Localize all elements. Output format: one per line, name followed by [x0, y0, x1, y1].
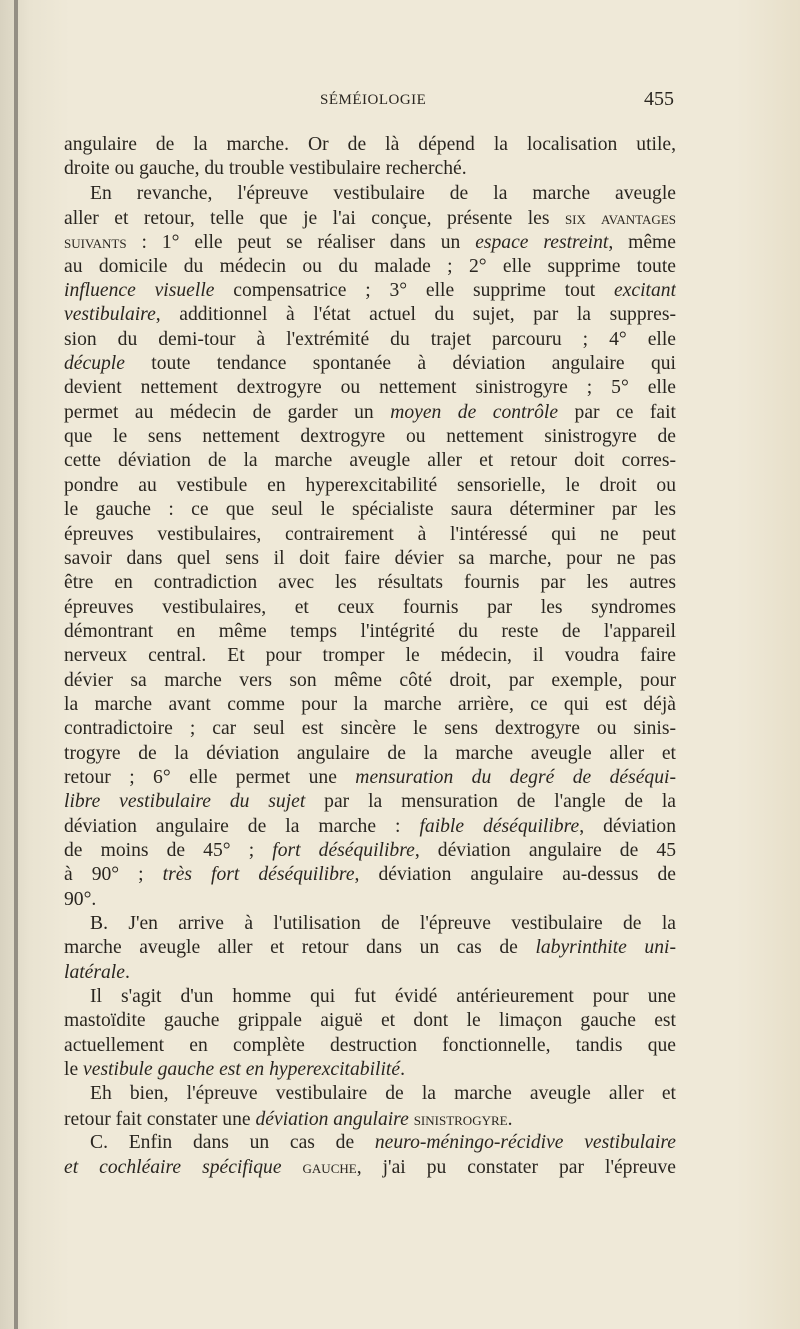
italic-text: moyen de contrôle: [390, 401, 559, 423]
text-line: [64, 449, 676, 473]
italic-text: latérale: [64, 961, 125, 983]
small-caps-text: gauche: [302, 1157, 357, 1178]
text-line: [64, 693, 676, 717]
italic-text: faible déséquilibre: [419, 815, 580, 837]
text-segment: .: [400, 1059, 405, 1081]
text-segment: mastoïdite gauche grippale aiguë et dont le limaçon gauche est: [64, 1010, 676, 1032]
text-line: [64, 985, 676, 1009]
text-segment: , j'ai pu constater par l'épreuve: [356, 1157, 676, 1179]
text-line: [64, 742, 676, 766]
text-line: [64, 1107, 676, 1131]
text-segment: dévier sa marche vers son même côté droit, par exemple, pour: [64, 669, 676, 691]
text-line: [64, 206, 676, 230]
italic-text: excitant: [614, 280, 676, 302]
text-line: [64, 474, 676, 498]
text-line: [64, 571, 676, 595]
text-segment: par la mensuration de l'angle de la: [305, 791, 676, 813]
italic-text: vestibulaire: [64, 304, 156, 326]
text-segment: 90°.: [64, 888, 97, 910]
italic-text: espace restreint: [475, 232, 609, 254]
text-segment: permet au médecin de garder un: [64, 401, 391, 423]
text-line: [64, 1082, 676, 1106]
text-segment: sion du demi-tour à l'extrémité du trajet parcouru ; 4° elle: [64, 328, 676, 350]
page-number: 455: [644, 88, 674, 110]
text-line: [64, 157, 676, 181]
text-segment: , même: [608, 232, 676, 254]
text-segment: être en contradiction avec les résultats fournis par les autres: [64, 572, 676, 594]
text-segment: démontrant en même temps l'intégrité du reste de l'appareil: [64, 620, 676, 642]
text-line: [64, 425, 676, 449]
text-segment: .: [507, 1108, 513, 1130]
text-segment: Il s'agit d'un homme qui fut évidé antérieurement pour une: [90, 986, 676, 1008]
running-head: SÉMÉIOLOGIE: [320, 92, 427, 108]
text-segment: de moins de 45° ;: [64, 839, 273, 861]
text-line: [64, 620, 676, 644]
text-line: [64, 596, 676, 620]
text-segment: En revanche, l'épreuve vestibulaire de la marche aveugle: [90, 182, 676, 204]
text-segment: épreuves vestibulaires, et ceux fournis par les syndromes: [64, 596, 676, 618]
text-line: [64, 1034, 676, 1058]
text-segment: , déviation angulaire de 45: [414, 839, 676, 861]
text-line: [64, 498, 676, 522]
text-line: [64, 766, 676, 790]
text-segment: , déviation angulaire au-dessus de: [354, 864, 676, 886]
text-line: [64, 547, 676, 571]
text-segment: pondre au vestibule en hyperexcitabilité sensorielle, le droit ou: [64, 474, 676, 496]
text-segment: , additionnel à l'état actuel du sujet, par la suppres-: [155, 304, 676, 326]
italic-text: décuple: [64, 353, 125, 375]
small-caps-text: suivants: [64, 232, 127, 253]
text-line: [64, 669, 676, 693]
text-line: [64, 401, 676, 425]
italic-text: influence visuelle: [64, 280, 215, 302]
text-segment: .: [124, 961, 130, 983]
small-caps-text: six avantages: [564, 208, 676, 229]
text-segment: retour fait constater une: [64, 1108, 256, 1130]
italic-text: très fort déséquilibre: [162, 864, 355, 886]
text-line: [64, 863, 676, 887]
text-line: [64, 1155, 676, 1179]
italic-text: labyrinthite uni-: [535, 937, 676, 959]
text-line: [64, 912, 676, 936]
text-line: [64, 352, 676, 376]
italic-text: mensuration du degré de déséqui-: [355, 766, 676, 788]
text-segment: par ce fait: [558, 401, 676, 423]
page-body-text: [64, 133, 676, 1180]
text-line: [64, 717, 676, 741]
text-segment: retour ; 6° elle permet une: [64, 766, 356, 788]
italic-text: libre vestibulaire du sujet: [64, 791, 306, 813]
text-segment: toute tendance spontanée à déviation angulaire qui: [124, 353, 676, 375]
text-segment: actuellement en complète destruction fonctionnelle, tandis que: [64, 1034, 676, 1056]
text-segment: compensatrice ; 3° elle supprime tout: [214, 280, 614, 302]
text-line: [64, 182, 676, 206]
text-line: [64, 815, 676, 839]
italic-text: fort déséquilibre: [272, 839, 415, 861]
text-segment: nerveux central. Et pour tromper le médecin, il voudra faire: [64, 645, 676, 667]
text-segment: angulaire de la marche. Or de là dépend la localisation utile,: [64, 134, 676, 155]
text-segment: épreuves vestibulaires, contrairement à l'intéressé qui ne peut: [64, 523, 676, 545]
text-line: [64, 1058, 676, 1082]
text-line: [64, 279, 676, 303]
text-segment: Eh bien, l'épreuve vestibulaire de la marche aveugle aller et: [90, 1083, 676, 1105]
text-segment: marche aveugle aller et retour dans un cas de: [64, 937, 536, 959]
text-line: [64, 328, 676, 352]
text-segment: le: [64, 1059, 84, 1081]
text-segment: devient nettement dextrogyre ou nettement sinistrogyre ; 5° elle: [64, 377, 676, 399]
text-line: [64, 839, 676, 863]
page-binding-shadow: [14, 0, 18, 1329]
text-segment: droite ou gauche, du trouble vestibulaire recherché.: [64, 158, 467, 180]
text-segment: aller et retour, telle que je l'ai conçue, présente les: [64, 208, 565, 230]
text-segment: C. Enfin dans un cas de: [90, 1132, 375, 1154]
text-segment: déviation angulaire de la marche :: [64, 815, 420, 837]
text-line: [64, 133, 676, 157]
text-segment: B. J'en arrive à l'utilisation de l'épreuve vestibulaire de la: [90, 913, 676, 934]
text-line: [64, 376, 676, 400]
text-segment: cette déviation de la marche aveugle aller et retour doit corres-: [64, 450, 676, 472]
text-segment: que le sens nettement dextrogyre ou nettement sinistrogyre de: [64, 426, 676, 448]
text-line: [64, 790, 676, 814]
text-line: [64, 1131, 676, 1155]
italic-text: vestibule gauche est en hyperexcitabilité: [83, 1059, 401, 1081]
text-line: [64, 644, 676, 668]
small-caps-text: sinistrogyre: [413, 1108, 508, 1129]
text-line: [64, 1009, 676, 1033]
italic-text: et cochléaire spécifique: [64, 1157, 282, 1179]
text-line: [64, 303, 676, 327]
text-line: [64, 961, 676, 985]
text-segment: trogyre de la déviation angulaire de la marche aveugle aller et: [64, 742, 676, 764]
text-segment: la marche avant comme pour la marche arrière, ce qui est déjà: [64, 693, 676, 715]
text-segment: au domicile du médecin ou du malade ; 2° elle supprime toute: [64, 255, 676, 277]
page-header: [64, 88, 674, 118]
text-line: [64, 936, 676, 960]
text-line: [64, 255, 676, 279]
text-segment: , déviation: [579, 815, 676, 837]
italic-text: neuro-méningo-récidive vestibulaire: [374, 1132, 676, 1154]
text-segment: contradictoire ; car seul est sincère le sens dextrogyre ou sinis-: [64, 718, 676, 740]
italic-text: déviation angulaire: [255, 1108, 409, 1130]
text-segment: savoir dans quel sens il doit faire dévier sa marche, pour ne pas: [64, 547, 676, 569]
text-line: [64, 888, 676, 912]
text-segment: : 1° elle peut se réaliser dans un: [126, 232, 476, 254]
text-line: [64, 523, 676, 547]
text-segment: le gauche : ce que seul le spécialiste saura déterminer par les: [64, 499, 676, 521]
text-segment: à 90° ;: [64, 864, 163, 886]
text-segment: [282, 1157, 303, 1178]
text-line: [64, 230, 676, 254]
